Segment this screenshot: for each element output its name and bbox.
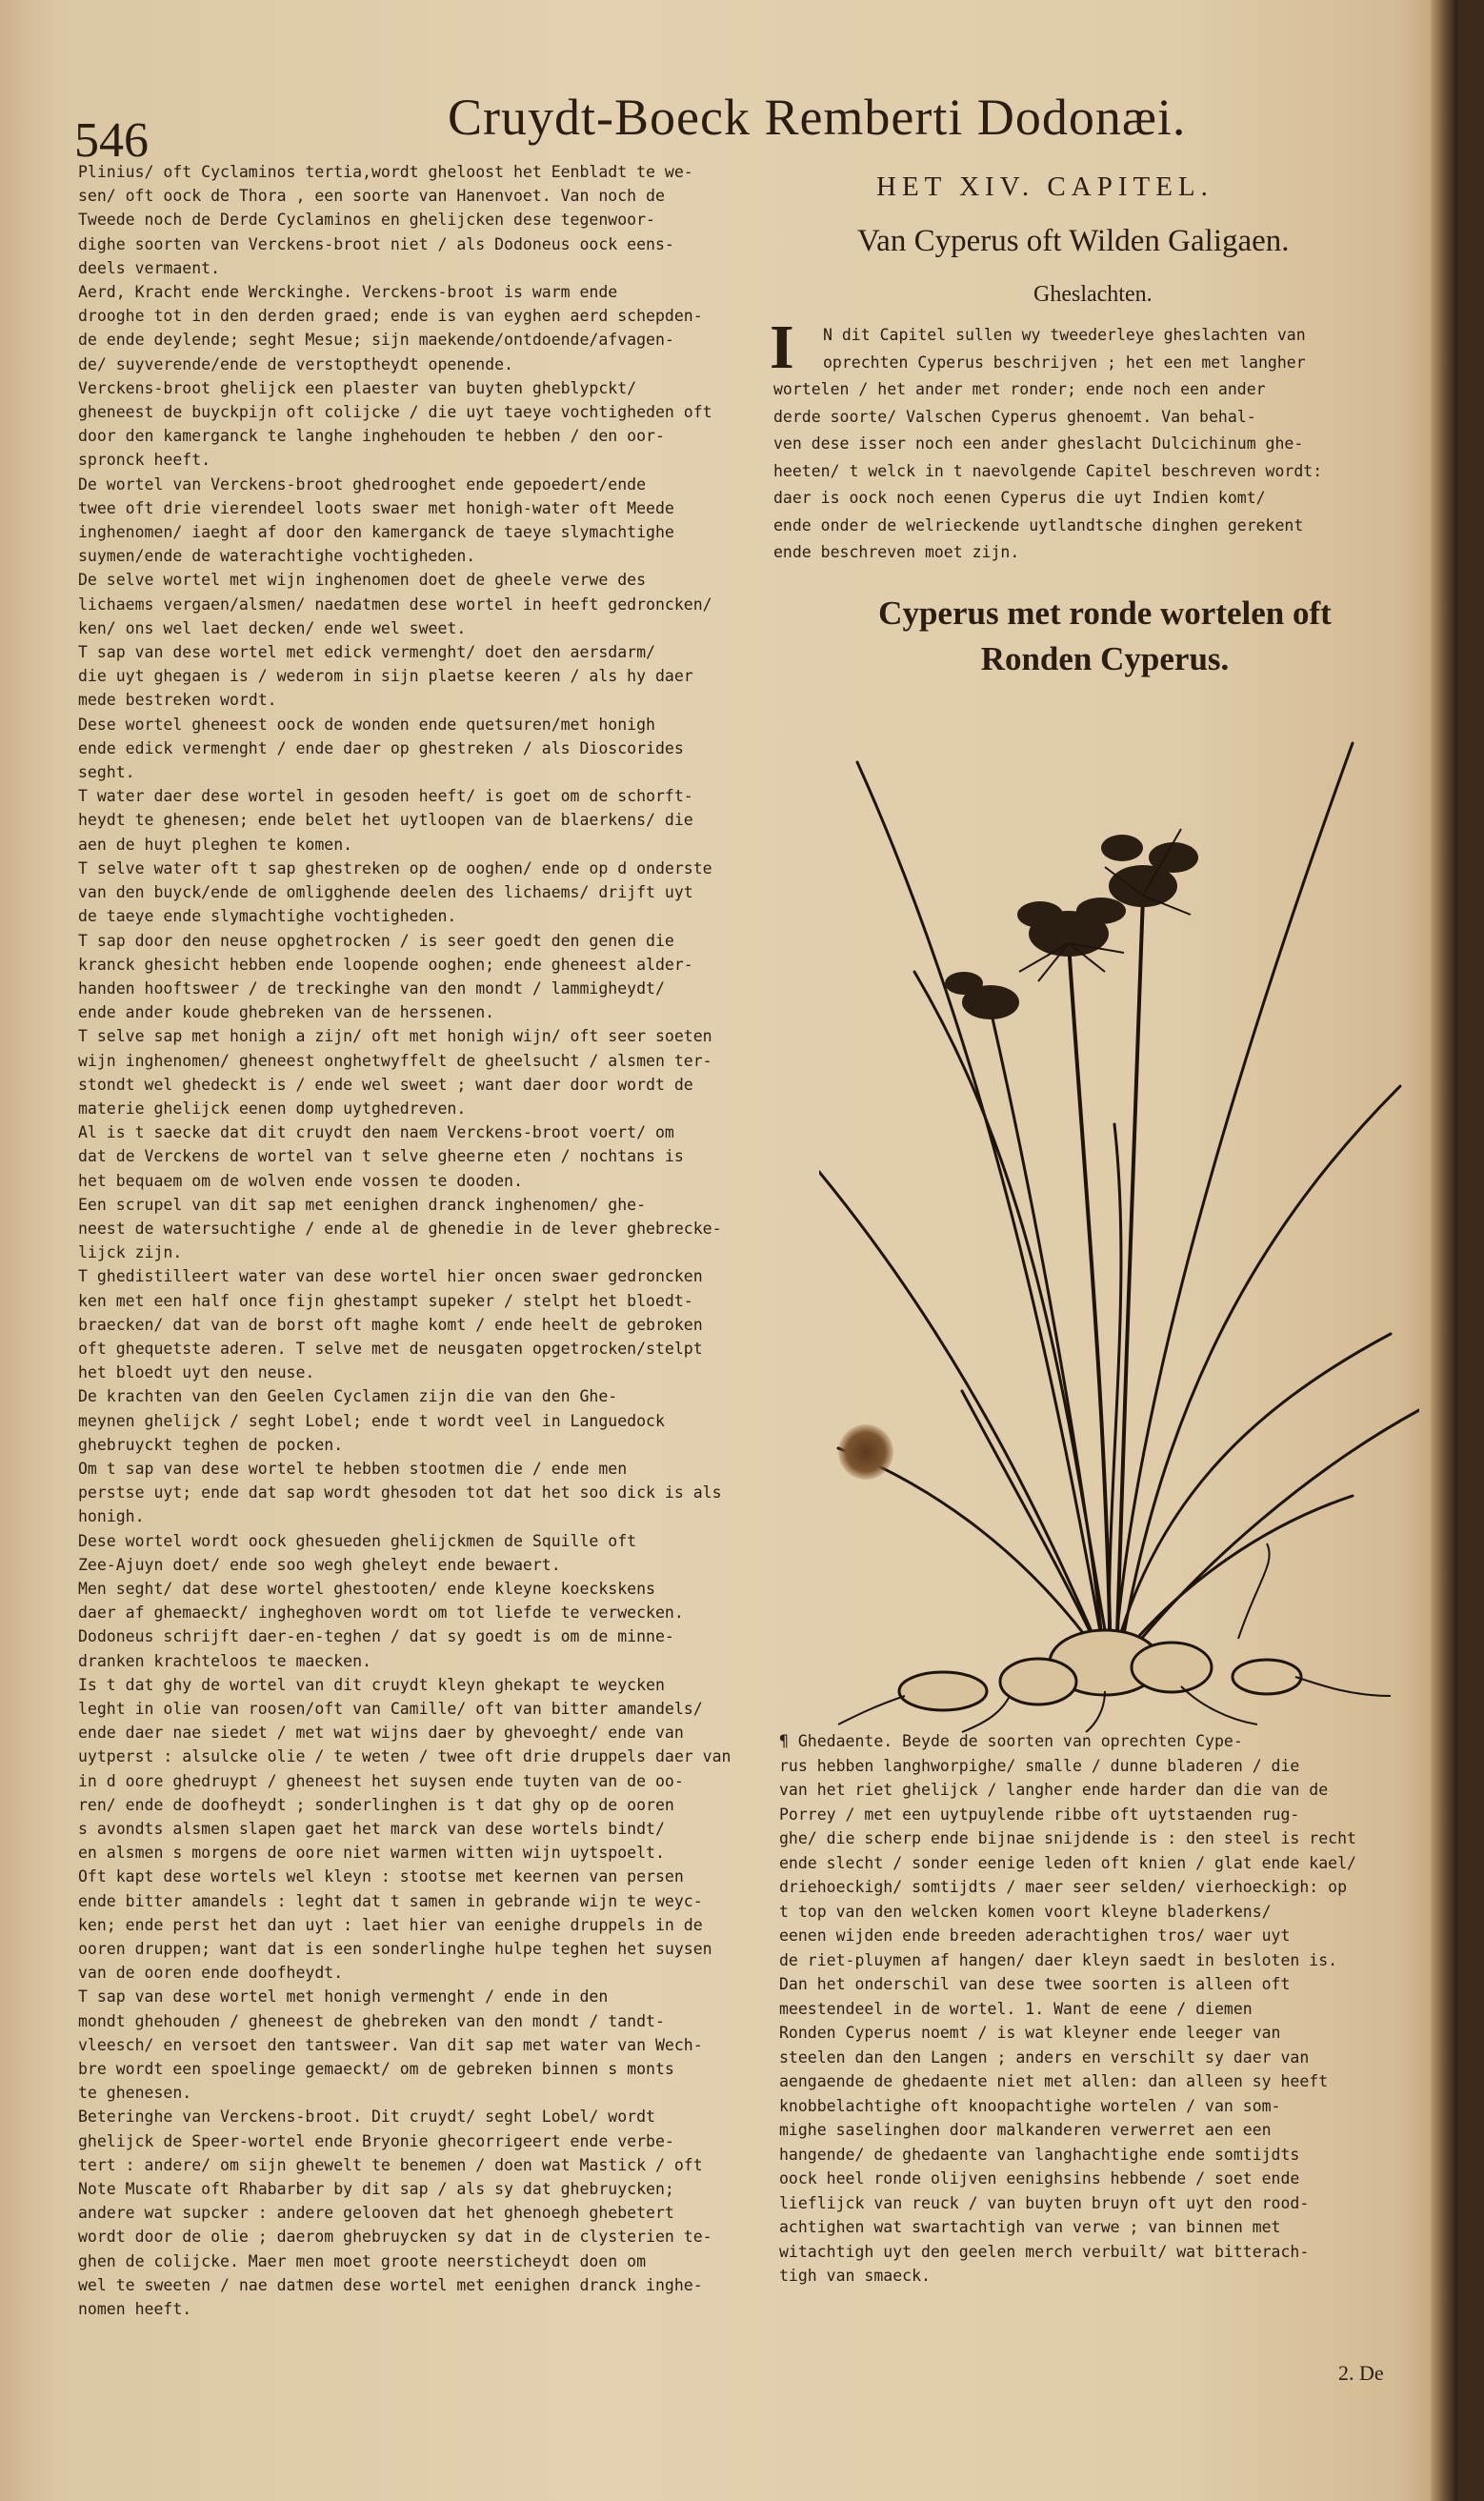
text-line: de ende deylende; seght Mesue; sijn maekende/ontdoende/afvagen- — [78, 331, 674, 350]
text-line: ende beschreven moet zijn. — [773, 543, 1020, 561]
text-line: eenen wijden ende breeden aderachtighen tros/ waer uyt — [779, 1926, 1291, 1945]
text-line: de/ suyverende/ende de verstoptheydt openende. — [78, 354, 513, 373]
text-line: aen de huyt pleghen te komen. — [78, 835, 353, 854]
text-line: dighe soorten van Verckens-broot niet / als Dodoneus oock eens- — [78, 234, 674, 253]
text-line: tert : andere/ om sijn ghewelt te benemen / doen wat Mastick / oft — [78, 2155, 703, 2174]
chapter-intro-text — [773, 322, 1431, 567]
text-line: Verckens-broot ghelijck een plaester van buyten gheblypckt/ — [78, 378, 637, 397]
text-line: en alsmen s morgens de oore niet warmen witten wijn uytspoelt. — [78, 1844, 665, 1863]
text-line: Aerd, Kracht ende Werckinghe. Verckens-broot is warm ende — [78, 283, 618, 302]
text-line: T sap van dese wortel met honigh vermenght / ende in den — [78, 1987, 609, 2007]
text-line: t top van den welcken komen voort kleyne bladerkens/ — [779, 1902, 1272, 1921]
text-line: T ghedistilleert water van dese wortel hier oncen swaer gedroncken — [78, 1267, 703, 1286]
text-line: daer is oock noch eenen Cyperus die uyt Indien komt/ — [773, 489, 1266, 507]
text-line: wordt door de olie ; daerom ghebruycken sy dat in de clysterien te- — [78, 2228, 712, 2247]
text-line: N dit Capitel sullen wy tweederleye gheslachten van — [823, 326, 1306, 344]
text-line: perstse uyt; ende dat sap wordt ghesoden tot dat het soo dick is als — [78, 1483, 722, 1503]
text-line: wijn inghenomen/ gheneest onghetwyffelt de gheelsucht / alsmen ter- — [78, 1051, 712, 1070]
text-line: T sap van dese wortel met edick vermenght/ doet den aersdarm/ — [78, 643, 655, 662]
text-line: Note Muscate oft Rhabarber by dit sap / als sy dat ghebruycken; — [78, 2180, 674, 2199]
text-line: De selve wortel met wijn inghenomen doet de gheele verwe des — [78, 571, 647, 590]
ink-stain — [838, 1424, 893, 1480]
text-line: oock heel ronde olijven eenighsins hebbende / soet ende — [779, 2169, 1300, 2188]
figure-caption — [857, 591, 1353, 682]
text-line: ghen de colijcke. Maer men moet groote neersticheydt doen om — [78, 2251, 647, 2270]
text-line: Porrey / met een uytpuylende ribbe oft uytstaenden rug- — [779, 1805, 1300, 1824]
text-line: Plinius/ oft Cyclaminos tertia,wordt gheloost het Eenbladt te we- — [78, 163, 693, 181]
text-line: De krachten van den Geelen Cyclamen zijn die van den Ghe- — [78, 1387, 618, 1406]
text-line: ghebruyckt teghen de pocken. — [78, 1435, 344, 1454]
text-line: steelen dan den Langen ; anders en verschilt sy daer van — [779, 2047, 1310, 2067]
text-line: leght in olie van roosen/oft van Camille/ oft van bitter amandels/ — [78, 1700, 703, 1718]
text-line: het bloedt uyt den neuse. — [78, 1363, 315, 1382]
text-line: ¶ Ghedaente. Beyde de soorten van oprechten Cype- — [779, 1732, 1243, 1750]
text-line: Dan het onderschil van dese twee soorten is alleen oft — [779, 1975, 1291, 1993]
text-line: inghenomen/ iaeght af door den kamerganck de taeye slymachtighe — [78, 523, 674, 542]
text-line: Een scrupel van dit sap met eenighen dranck inghenomen/ ghe- — [78, 1195, 647, 1214]
text-line: lichaems vergaen/alsmen/ naedatmen dese wortel in heeft gedroncken/ — [78, 595, 712, 614]
text-line: daer af ghemaeckt/ ingheghoven wordt om tot liefde te verwecken. — [78, 1603, 684, 1623]
text-line: andere wat supcker : andere gelooven dat het ghenoegh ghebetert — [78, 2204, 674, 2223]
text-line: Om t sap van dese wortel te hebben stootmen die / ende men — [78, 1459, 628, 1478]
text-line: T selve sap met honigh a zijn/ oft met honigh wijn/ oft seer soeten — [78, 1027, 712, 1046]
text-line: braecken/ dat van de borst oft maghe komt / ende heelt de gebroken — [78, 1315, 703, 1334]
text-line: twee oft drie vierendeel loots swaer met honigh-water oft Meede — [78, 498, 674, 517]
text-line: Beteringhe van Verckens-broot. Dit cruydt/ seght Lobel/ wordt — [78, 2108, 655, 2127]
text-line: knobbelachtighe oft knoopachtighe wortelen / van som- — [779, 2096, 1281, 2115]
text-line: kranck ghesicht hebben ende loopende ooghen; ende gheneest alder- — [78, 955, 693, 974]
text-line: Dodoneus schrijft daer-en-teghen / dat sy goedt is om de minne- — [78, 1627, 674, 1646]
text-line: stondt wel ghedeckt is / ende wel sweet ; want daer door wordt de — [78, 1075, 693, 1094]
text-line: Dese wortel wordt oock ghesueden ghelijckmen de Squille oft — [78, 1531, 637, 1550]
description-text — [779, 1729, 1436, 2289]
text-line: ende onder de welrieckende uytlandtsche dinghen gerekent — [773, 515, 1304, 534]
text-line: die uyt ghegaen is / wederom in sijn plaetse keeren / als hy daer — [78, 667, 693, 686]
text-line: Al is t saecke dat dit cruydt den naem Verckens-broot voert/ om — [78, 1123, 674, 1142]
text-line: ven dese isser noch een ander gheslacht Dulcichinum ghe- — [773, 434, 1304, 453]
text-line: Oft kapt dese wortels wel kleyn : stootse met keernen van persen — [78, 1867, 684, 1886]
text-line: uytperst : alsulcke olie / te weten / twee oft drie druppels daer van — [78, 1747, 732, 1766]
text-line: Is t dat ghy de wortel van dit cruydt kleyn ghekapt te weycken — [78, 1675, 665, 1694]
text-line: oprechten Cyperus beschrijven ; het een met langher — [823, 353, 1306, 372]
text-line: Dese wortel gheneest oock de wonden ende quetsuren/met honigh — [78, 715, 655, 734]
text-line: rus hebben langhworpighe/ smalle / dunne bladeren / die — [779, 1756, 1300, 1775]
chapter-title: HET XIV. CAPITEL. — [876, 171, 1213, 202]
text-line: dranken krachteloos te maecken. — [78, 1651, 371, 1670]
text-line: drooghe tot in den derden graed; ende is van eyghen aerd schepden- — [78, 307, 703, 326]
text-line: achtighen wat swartachtigh van verwe ; van binnen met — [779, 2218, 1281, 2236]
text-line: de riet-pluymen af hangen/ daer kleyn saedt in besloten is. — [779, 1950, 1338, 1969]
text-line: Ronden Cyperus noemt / is wat kleyner ende leeger van — [779, 2024, 1281, 2042]
text-line: van de ooren ende doofheydt. — [78, 1964, 344, 1983]
text-line: ken/ ons wel laet decken/ ende wel sweet. — [78, 618, 467, 637]
text-line: handen hooftsweer / de treckinghe van den mondt / lammigheydt/ — [78, 978, 665, 998]
text-line: aengaende de ghedaente niet met allen: dan alleen sy heeft — [779, 2072, 1329, 2090]
drop-cap: I — [770, 313, 794, 382]
text-line: heeten/ t welck in t naevolgende Capitel beschreven wordt: — [773, 461, 1323, 480]
text-line: meynen ghelijck / seght Lobel; ende t wordt veel in Languedock — [78, 1411, 665, 1430]
text-line: T sap door den neuse opghetrocken / is seer goedt den genen die — [78, 931, 674, 950]
text-line: ende daer nae siedet / met wat wijns daer by ghevoeght/ ende van — [78, 1724, 684, 1743]
text-line: te ghenesen. — [78, 2084, 192, 2103]
text-line: ende edick vermenght / ende daer op ghestreken / als Dioscorides — [78, 738, 684, 757]
text-line: meestendeel in de wortel. 1. Want de eene / diemen — [779, 1999, 1253, 2018]
text-line: van den buyck/ende de omligghende deelen des lichaems/ drijft uyt — [78, 883, 693, 902]
text-line: mede bestreken wordt. — [78, 691, 277, 710]
running-head: Cruydt-Boeck Remberti Dodonæi. — [448, 89, 1187, 146]
figure-caption-line-2: Ronden Cyperus. — [980, 640, 1230, 677]
text-line: ooren druppen; want dat is een sonderlinghe hulpe teghen het suysen — [78, 1940, 712, 1959]
text-line: mighe saselinghen door malkanderen verwerret aen een — [779, 2121, 1272, 2139]
text-line: de taeye ende slymachtighe vochtigheden. — [78, 907, 457, 926]
text-line: s avondts alsmen slapen gaet het marck van dese wortels bindt/ — [78, 1820, 665, 1839]
text-line: neest de watersuchtighe / ende al de ghenedie in de lever ghebrecke- — [78, 1219, 722, 1238]
text-line: tigh van smaeck. — [779, 2267, 931, 2285]
text-line: het bequaem om de wolven ende vossen te dooden. — [78, 1171, 523, 1190]
text-line: nomen heeft. — [78, 2300, 192, 2319]
text-line: T selve water oft t sap ghestreken op de ooghen/ ende op d onderste — [78, 858, 712, 877]
text-line: oft ghequetste aderen. T selve met de neusgaten opgetrocken/stelpt — [78, 1339, 703, 1358]
page-number: 546 — [74, 113, 149, 168]
text-line: ghelijck de Speer-wortel ende Bryonie ghecorrigeert ende verbe- — [78, 2131, 674, 2150]
text-line: driehoeckigh/ somtijdts / maer seer selden/ vierhoeckigh: op — [779, 1878, 1348, 1896]
text-line: heydt te ghenesen; ende belet het uytloopen van de blaerkens/ die — [78, 811, 693, 830]
text-line: ghe/ die scherp ende bijnae snijdende is : den steel is recht — [779, 1829, 1356, 1847]
text-line: spronck heeft. — [78, 451, 211, 470]
text-line: honigh. — [78, 1507, 145, 1526]
text-line: van het riet ghelijck / langher ende harder dan die van de — [779, 1781, 1329, 1799]
text-line: lijck zijn. — [78, 1243, 183, 1262]
text-line: seght. — [78, 763, 135, 782]
text-line: deels vermaent. — [78, 258, 221, 277]
text-line: derde soorte/ Valschen Cyperus ghenoemt. Van behal- — [773, 407, 1256, 426]
left-column-text — [78, 160, 752, 2321]
text-line: dat de Verckens de wortel van t selve gheerne eten / nochtans is — [78, 1147, 684, 1166]
cyperus-woodcut-illustration — [819, 724, 1419, 1734]
text-line: Zee-Ajuyn doet/ ende soo wegh gheleyt ende bewaert. — [78, 1555, 561, 1574]
text-line: Tweede noch de Derde Cyclaminos en ghelijcken dese tegenwoor- — [78, 211, 655, 230]
text-line: wel te sweeten / nae datmen dese wortel met eenighen dranck inghe- — [78, 2275, 703, 2294]
text-line: materie ghelijck eenen domp uytghedreven. — [78, 1099, 467, 1118]
text-line: wortelen / het ander met ronder; ende noch een ander — [773, 380, 1266, 398]
text-line: vleesch/ en versoet den tantsweer. Van dit sap met water van Wech- — [78, 2035, 703, 2054]
chapter-subtitle: Van Cyperus oft Wilden Galigaen. — [857, 224, 1290, 258]
text-line: ken; ende perst het dan uyt : laet hier van eenighe druppels in de — [78, 1915, 703, 1934]
text-line: ren/ ende de doofheydt ; sonderlinghen is t dat ghy op de ooren — [78, 1795, 674, 1814]
text-line: suymen/ende de waterachtighe vochtigheden. — [78, 547, 476, 566]
catchword: 2. De — [1338, 2361, 1384, 2385]
text-line: lieflijck van reuck / van buyten bruyn oft uyt den rood- — [779, 2193, 1310, 2212]
text-line: sen/ oft oock de Thora , een soorte van Hanenvoet. Van noch de — [78, 187, 665, 206]
text-line: De wortel van Verckens-broot ghedrooghet ende gepoedert/ende — [78, 474, 647, 494]
section-label: Gheslachten. — [1033, 282, 1153, 307]
text-line: hangende/ de ghedaente van langhachtighe ende somtijdts — [779, 2145, 1300, 2164]
text-line: ende slecht / sonder eenige leden oft knien / glat ende kael/ — [779, 1853, 1356, 1872]
text-line: Men seght/ dat dese wortel ghestooten/ ende kleyne koeckskens — [78, 1579, 655, 1598]
text-line: witachtigh uyt den geelen merch verbuilt/ wat bitterach- — [779, 2242, 1310, 2261]
figure-caption-line-1: Cyperus met ronde wortelen oft — [878, 595, 1332, 632]
text-line: in d oore ghedruypt / gheneest het suysen ende tuyten van de oo- — [78, 1771, 684, 1790]
text-line: ende bitter amandels : leght dat t samen in gebrande wijn te weyc- — [78, 1891, 703, 1910]
text-line: bre wordt een spoelinge gemaeckt/ om de gebreken binnen s monts — [78, 2060, 674, 2079]
text-line: ken met een half once fijn ghestampt supeker / stelpt het bloedt- — [78, 1291, 693, 1310]
text-line: door den kamerganck te langhe inghehouden te hebben / den oor- — [78, 427, 665, 446]
text-line: ende ander koude ghebreken van de herssenen. — [78, 1003, 495, 1022]
text-line: gheneest de buyckpijn oft colijcke / die uyt taeye vochtigheden oft — [78, 403, 712, 422]
text-line: mondt ghehouden / gheneest de ghebreken van den mondt / tandt- — [78, 2011, 665, 2030]
text-line: T water daer dese wortel in gesoden heeft/ is goet om de schorft- — [78, 787, 693, 806]
